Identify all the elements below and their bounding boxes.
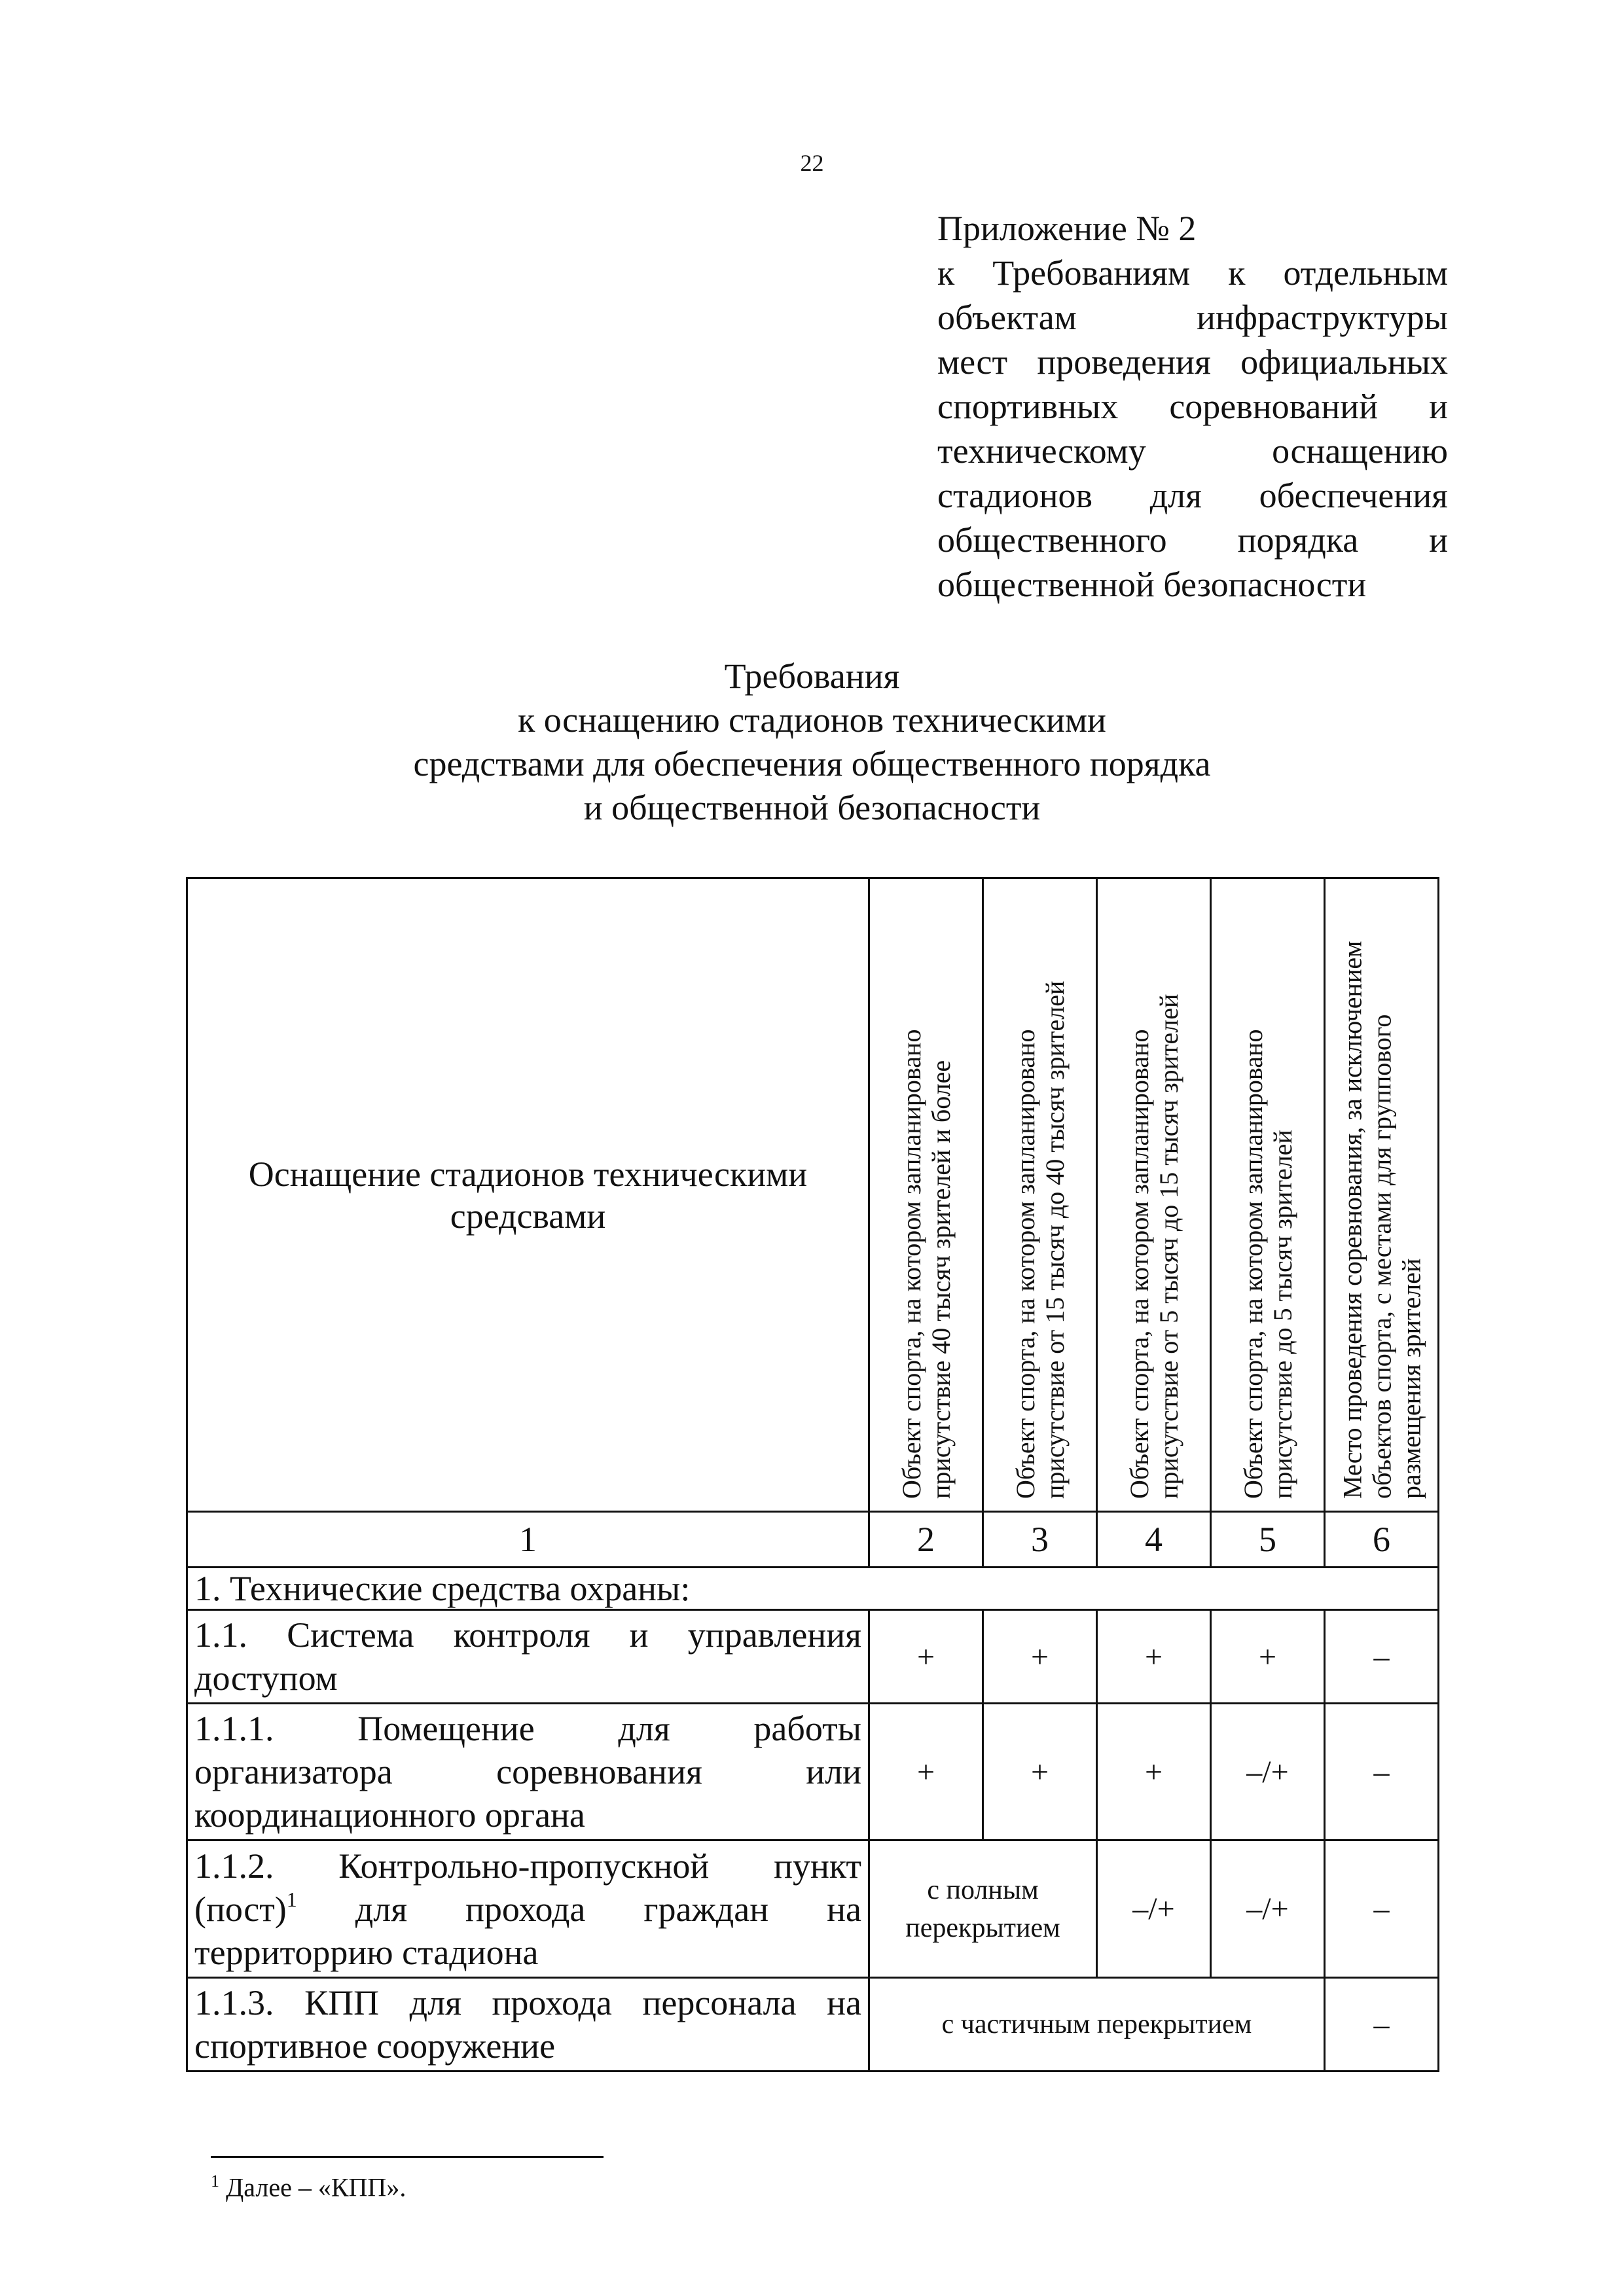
row-label [187,1610,869,1704]
header-col-6-text: Место проведения соревнования, за исключением объектов спорта, с местами для группового размещения зрителей [1337,941,1426,1499]
row-label-fragment: (пост) [194,1889,287,1929]
section-row [187,1568,1439,1610]
merged-cell: с полным перекрытием [869,1840,1097,1978]
header-col-2-text: Объект спорта, на котором запланировано присутствие 40 тысяч зрителей и более [896,1029,956,1499]
cell-value: + [869,1610,983,1704]
title-line: Требования [724,656,900,696]
appendix-line: общественной безопасности [937,565,1367,604]
footnote-mark: 1 [211,2172,219,2191]
appendix-line: стадионов для обеспечения [937,476,1448,515]
appendix-line: к Требованиям к отдельным [937,253,1448,293]
row-label-line: 1.1.2. Контрольно-пропускной пункт [194,1846,861,1886]
row-label-line [194,1888,861,1931]
row-label [187,1704,869,1840]
row-label-fragment: для прохода граждан на [355,1889,861,1929]
appendix-line: спортивных соревнований и [937,387,1448,426]
title-line: к оснащению стадионов техническими [518,700,1106,740]
cell-value: –/+ [1211,1840,1325,1978]
row-label-line: 1.1.3. КПП для прохода персонала на [194,1983,861,2022]
header-col-4 [1097,878,1211,1512]
cell-value: – [1325,1840,1439,1978]
header-col-2 [869,878,983,1512]
table-row [187,1610,1439,1704]
row-label-line: территоррию стадиона [194,1932,539,1972]
table-row [187,1978,1439,2072]
page-number: 22 [800,150,824,176]
table-row [187,1840,1439,1978]
cell-value: – [1325,1610,1439,1704]
title-line: и общественной безопасности [583,788,1041,827]
column-number: 4 [1097,1512,1211,1568]
column-number: 5 [1211,1512,1325,1568]
header-col-6 [1325,878,1439,1512]
cell-value: + [983,1704,1097,1840]
merged-cell: с частичным перекрытием [869,1978,1325,2072]
column-number: 2 [869,1512,983,1568]
column-numbers-row [187,1512,1439,1568]
cell-value: + [1211,1610,1325,1704]
appendix-block [937,206,1448,607]
section-heading: 1. Технические средства охраны: [187,1568,1439,1610]
row-label-line: организатора соревнования или [194,1752,861,1791]
table-row [187,1704,1439,1840]
appendix-line: объектам инфраструктуры [937,298,1448,337]
cell-value: + [869,1704,983,1840]
row-label-line: спортивное сооружение [194,2026,556,2066]
row-label-line: доступом [194,1659,338,1698]
row-label-line: 1.1. Система контроля и управления [194,1615,861,1655]
header-col-4-text: Объект спорта, на котором запланировано присутствие от 5 тысяч до 15 тысяч зрителей [1124,994,1183,1499]
appendix-line: Приложение № 2 [937,209,1197,248]
appendix-line: общественного порядка и [937,520,1448,560]
requirements-table [186,877,1439,2072]
cell-value: + [1097,1610,1211,1704]
table-header-row [187,878,1439,1512]
cell-value: – [1325,1704,1439,1840]
footnote [211,2172,406,2202]
column-number: 1 [187,1512,869,1568]
row-label [187,1978,869,2072]
header-col-3-text: Объект спорта, на котором запланировано присутствие от 15 тысяч до 40 тысяч зрителей [1010,980,1070,1499]
row-label-line: координационного органа [194,1795,585,1835]
header-col-3 [983,878,1097,1512]
header-equipment: Оснащение стадионов техническими средсвами [187,878,869,1512]
footnote-text: Далее – «КПП». [226,2172,406,2202]
header-col-5-text: Объект спорта, на котором запланировано присутствие до 5 тысяч зрителей [1238,1029,1297,1499]
header-col-5 [1211,878,1325,1512]
appendix-line: техническому оснащению [937,431,1448,471]
document-title [0,655,1624,830]
footnote-reference: 1 [286,1887,297,1911]
title-line: средствами для обеспечения общественного порядка [413,744,1211,783]
column-number: 6 [1325,1512,1439,1568]
cell-value: –/+ [1211,1704,1325,1840]
appendix-line: мест проведения официальных [937,342,1448,382]
row-label [187,1840,869,1978]
column-number: 3 [983,1512,1097,1568]
cell-value: + [1097,1704,1211,1840]
cell-value: + [983,1610,1097,1704]
footnote-divider [211,2156,604,2158]
cell-value: –/+ [1097,1840,1211,1978]
row-label-line: 1.1.1. Помещение для работы [194,1709,861,1748]
cell-value: – [1325,1978,1439,2072]
